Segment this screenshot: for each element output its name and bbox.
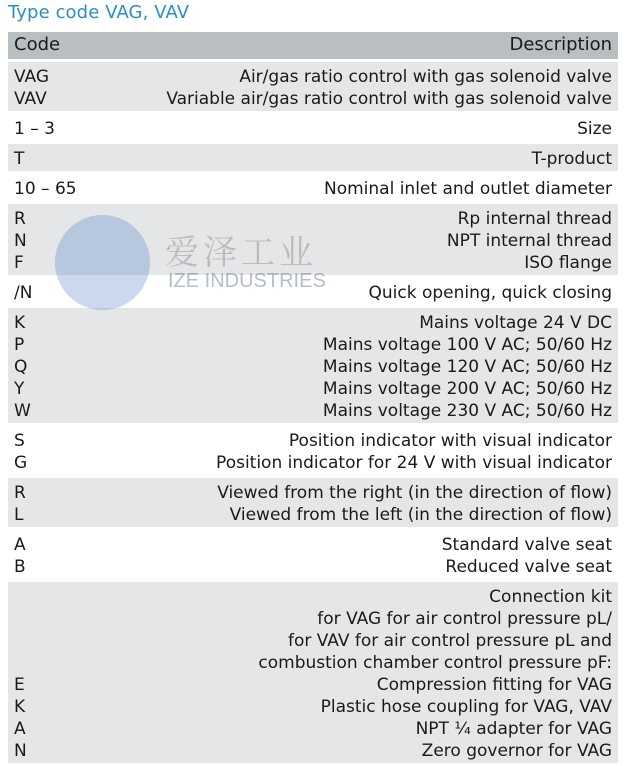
code-value: B — [14, 557, 26, 577]
code-value: 10 – 65 — [14, 179, 77, 199]
description-value: Mains voltage 200 V AC; 50/60 Hz — [322, 379, 612, 399]
table-row — [8, 144, 618, 171]
code-value: F — [14, 253, 24, 273]
code-value: VAV — [14, 89, 47, 109]
description-value: NPT ¼ adapter for VAG — [415, 719, 612, 739]
code-value: R — [14, 483, 26, 503]
code-value — [14, 608, 27, 630]
code-value: L — [14, 505, 24, 525]
type-code-table — [8, 32, 618, 766]
description-value: Size — [577, 119, 612, 139]
watermark-english: IZE INDUSTRIES — [168, 270, 326, 292]
row-descriptions — [532, 148, 612, 170]
description-value: Viewed from the right (in the direction of flow) — [217, 483, 612, 503]
description-value: Position indicator for 24 V with visual indicator — [216, 453, 612, 473]
code-value: 1 – 3 — [14, 119, 55, 139]
code-value: P — [14, 335, 25, 355]
watermark-chinese: 爱泽工业 — [165, 233, 317, 273]
table-row — [8, 582, 618, 763]
row-descriptions — [324, 178, 612, 200]
header-description: Description — [509, 34, 612, 55]
code-value: R — [14, 209, 26, 229]
description-value: Compression fitting for VAG — [376, 675, 612, 695]
row-descriptions — [323, 312, 612, 422]
description-value: ISO flange — [524, 253, 612, 273]
row-descriptions — [217, 482, 612, 526]
table-row — [8, 174, 618, 201]
row-codes — [14, 208, 27, 274]
code-value: A — [14, 535, 26, 555]
description-value: Quick opening, quick closing — [368, 283, 612, 303]
code-value: VAG — [14, 67, 50, 87]
table-row — [8, 426, 618, 475]
code-value: G — [14, 453, 28, 473]
description-value: Air/gas ratio control with gas solenoid valve — [239, 67, 612, 87]
row-codes — [14, 534, 26, 578]
row-codes — [14, 66, 49, 110]
row-codes — [14, 282, 32, 304]
description-value: Mains voltage 230 V AC; 50/60 Hz — [322, 401, 612, 421]
row-descriptions — [166, 66, 612, 110]
row-codes — [14, 148, 24, 170]
code-value: K — [14, 697, 26, 717]
row-codes — [14, 312, 31, 422]
row-codes — [14, 118, 55, 140]
table-header — [8, 32, 618, 59]
description-value: Plastic hose coupling for VAG, VAV — [320, 697, 612, 717]
row-codes — [14, 178, 77, 200]
page-title: Type code VAG, VAV — [8, 2, 190, 23]
description-value: Mains voltage 24 V DC — [419, 313, 612, 333]
code-value: N — [14, 741, 27, 761]
description-value: Rp internal thread — [457, 209, 612, 229]
code-value: N — [14, 231, 27, 251]
code-value — [14, 652, 27, 674]
row-descriptions — [442, 534, 612, 578]
description-value: T-product — [531, 149, 612, 169]
description-value: Zero governor for VAG — [421, 741, 612, 761]
description-value: Reduced valve seat — [445, 557, 612, 577]
description-value: combustion chamber control pressure pF: — [258, 653, 612, 673]
description-value: Position indicator with visual indicator — [288, 431, 612, 451]
description-value: Nominal inlet and outlet diameter — [323, 179, 612, 199]
code-value — [14, 630, 27, 652]
description-value: Mains voltage 100 V AC; 50/60 Hz — [322, 335, 612, 355]
row-descriptions — [216, 430, 612, 474]
table-row — [8, 308, 618, 423]
row-codes — [14, 482, 26, 526]
code-value: E — [14, 675, 25, 695]
code-value: W — [14, 401, 31, 421]
row-descriptions — [577, 118, 612, 140]
row-descriptions — [447, 208, 612, 274]
table-row — [8, 62, 618, 111]
description-value: NPT internal thread — [446, 231, 612, 251]
header-code: Code — [14, 34, 61, 55]
description-value: for VAG for air control pressure pL/ — [317, 609, 612, 629]
description-value: Variable air/gas ratio control with gas solenoid valve — [166, 89, 612, 109]
code-value: T — [14, 149, 25, 169]
description-value: Viewed from the left (in the direction of flow) — [229, 505, 612, 525]
description-value: Mains voltage 120 V AC; 50/60 Hz — [322, 357, 612, 377]
row-descriptions — [369, 282, 613, 304]
description-value: Standard valve seat — [441, 535, 612, 555]
table-row — [8, 478, 618, 527]
code-value: Q — [14, 357, 28, 377]
row-codes — [14, 586, 27, 762]
code-value: A — [14, 719, 26, 739]
code-value: S — [14, 431, 25, 451]
watermark-logo-icon — [55, 215, 150, 310]
code-value — [14, 586, 27, 608]
code-value: K — [14, 313, 26, 333]
table-row — [8, 530, 618, 579]
code-value: Y — [14, 379, 25, 399]
description-value: Connection kit — [489, 587, 612, 607]
code-value: /N — [14, 283, 33, 303]
description-value: for VAV for air control pressure pL and — [287, 631, 612, 651]
table-row — [8, 114, 618, 141]
row-descriptions — [258, 586, 612, 762]
row-codes — [14, 430, 27, 474]
